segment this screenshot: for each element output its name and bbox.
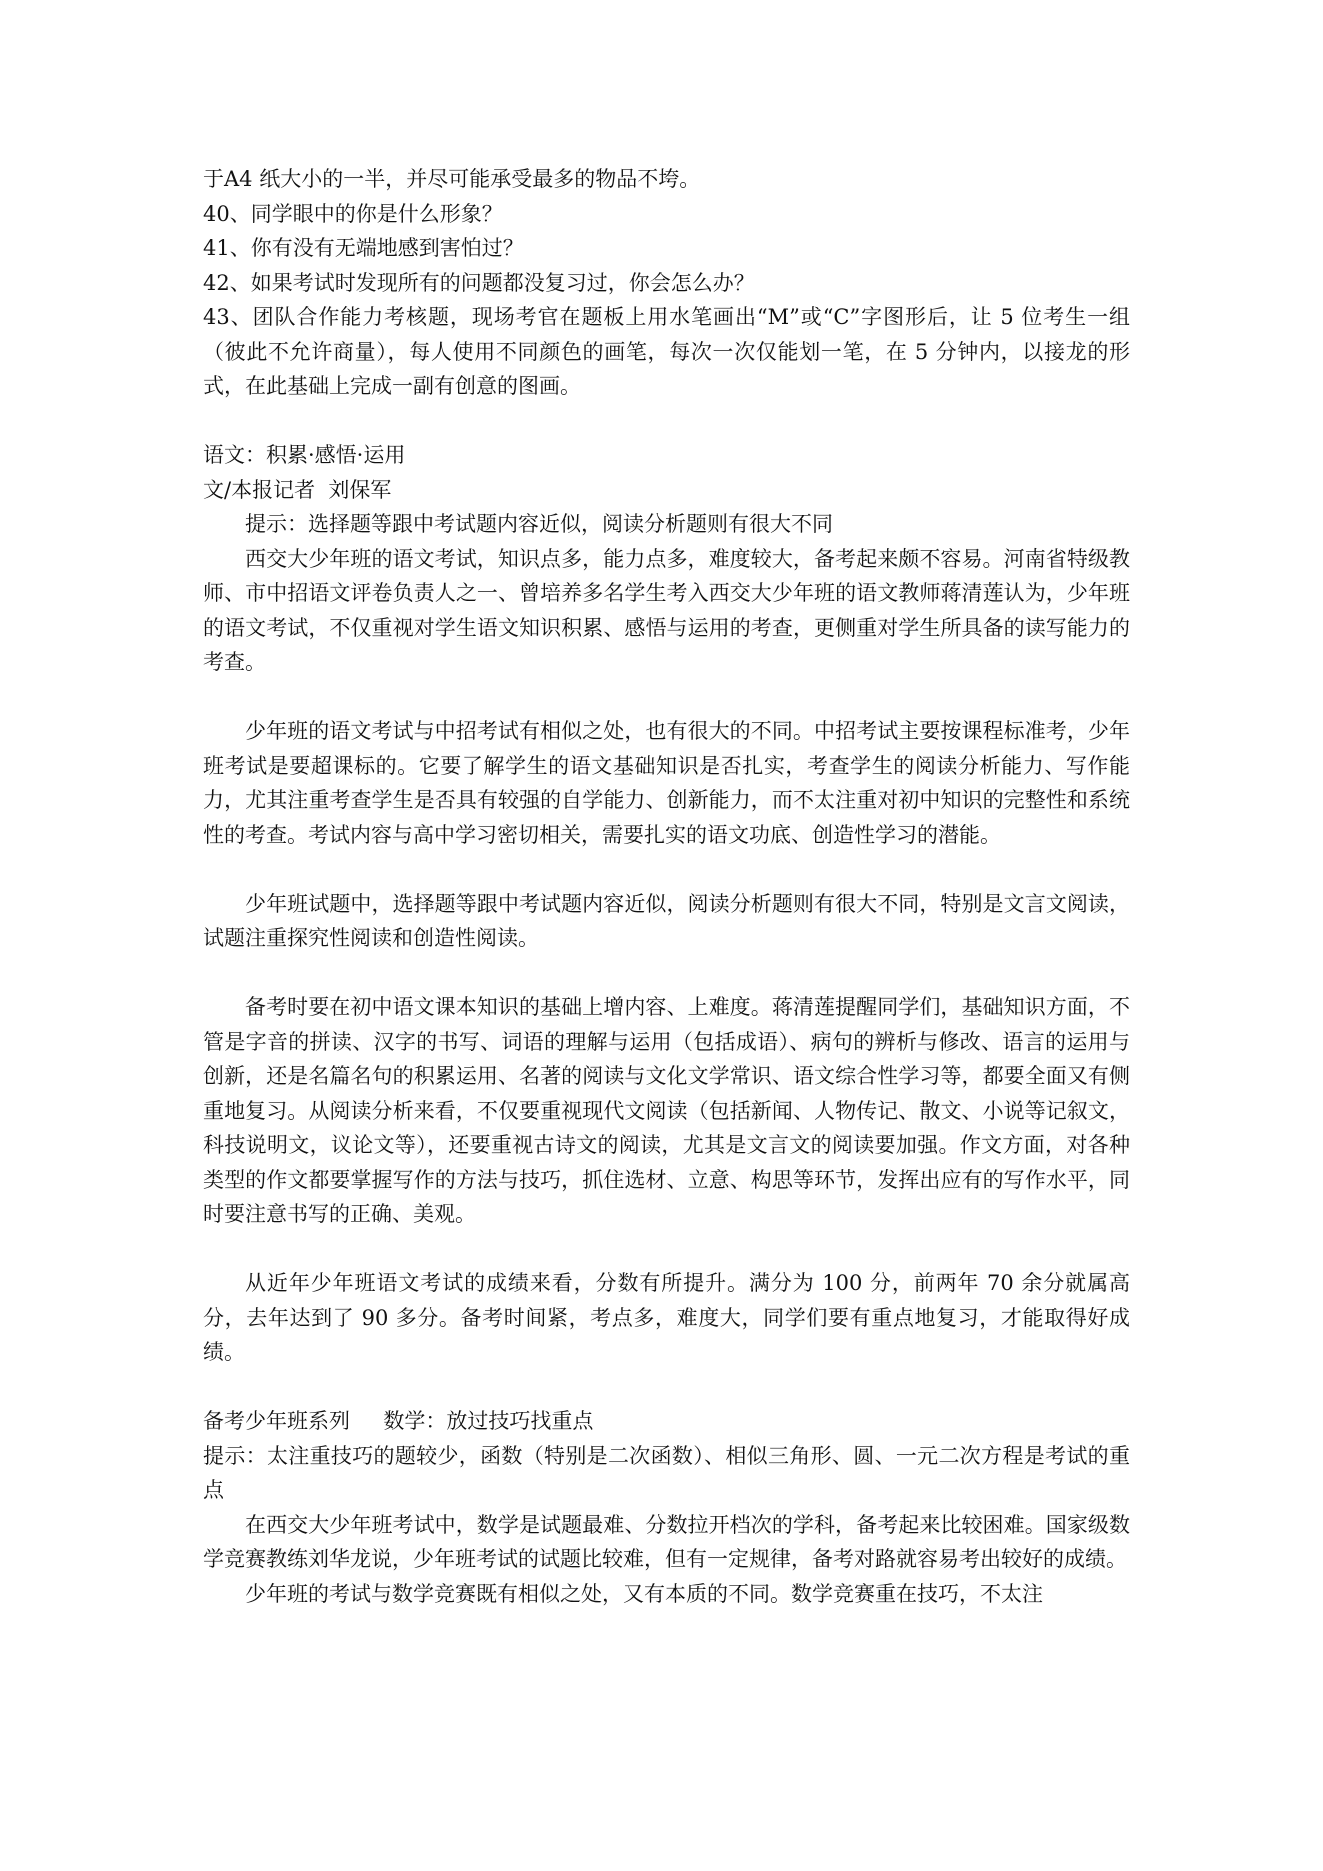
chinese-paragraph-4: 备考时要在初中语文课本知识的基础上增内容、上难度。蒋清莲提醒同学们，基础知识方面，不管是字音的拼读、汉字的书写、词语的理解与运用（包括成语）、病句的辨析与修改、语言的运用与创新，还是名篇名句的积累运用、名著的阅读与文化文学常识、语文综合性学习等，都要全面又有侧重地复习。从阅读分析来看，不仅要重视现代文阅读（包括新闻、人物传记、散文、小说等记叙文，科技说明文，议论文等），还要重视古诗文的阅读，尤其是文言文的阅读要加强。作文方面，对各种类型的作文都要掌握写作的方法与技巧，抓住选材、立意、构思等环节，发挥出应有的写作水平，同时要注意书写的正确、美观。 [203,995,1130,1226]
chinese-paragraph-3: 少年班试题中，选择题等跟中考试题内容近似，阅读分析题则有很大不同，特别是文言文阅读，试题注重探究性阅读和创造性阅读。 [203,891,1130,950]
chinese-paragraph-5: 从近年少年班语文考试的成绩来看，分数有所提升。满分为 100 分，前两年 70 余分就属高分，去年达到了 90 多分。备考时间紧，考点多，难度大，同学们要有重点地复习，才能取得好成绩。 [203,1271,1130,1364]
spacer [203,1232,1130,1267]
spacer [203,852,1130,887]
chinese-paragraph-1: 西交大少年班的语文考试，知识点多，能力点多，难度较大，备考起来颇不容易。河南省特级教师、市中招语文评卷负责人之一、曾培养多名学生考入西交大少年班的语文教师蒋清莲认为，少年班的语文考试，不仅重视对学生语文知识积累、感悟与运用的考查，更侧重对学生所具备的读写能力的考查。 [203,546,1130,674]
spacer [203,404,1130,439]
question-42: 42、如果考试时发现所有的问题都没复习过，你会怎么办？ [203,270,755,295]
chinese-paragraph-2: 少年班的语文考试与中招考试有相似之处，也有很大的不同。中招考试主要按课程标准考，少年班考试是要超课标的。它要了解学生的语文基础知识是否扎实，考查学生的阅读分析能力、写作能力，尤其注重考查学生是否具有较强的自学能力、创新能力，而不太注重对初中知识的完整性和系统性的考查。考试内容与高中学习密切相关，需要扎实的语文功底、创造性学习的潜能。 [203,719,1130,847]
spacer [203,956,1130,991]
math-paragraph-2: 少年班的考试与数学竞赛既有相似之处，又有本质的不同。数学竞赛重在技巧，不太注 [245,1581,1043,1606]
chinese-tip: 提示：选择题等跟中考试题内容近似，阅读分析题则有很大不同 [245,512,833,536]
spacer [203,680,1130,715]
question-41: 41、你有没有无端地感到害怕过？ [203,236,524,260]
math-paragraph-1: 在西交大少年班考试中，数学是试题最难、分数拉开档次的学科，备考起来比较困难。国家级数学竞赛教练刘华龙说，少年班考试的试题比较难，但有一定规律，备考对路就容易考出较好的成绩。 [203,1512,1130,1571]
chinese-author: 文/本报记者 刘保军 [203,477,392,502]
question-43: 43、团队合作能力考核题，现场考官在题板上用水笔画出“M”或“C”字图形后，让 5 位考生一组（彼此不允许商量），每人使用不同颜色的画笔，每次一次仅能划一笔，在 5 分钟内，以接龙的形式，在此基础上完成一副有创意的图画。 [203,305,1130,398]
document-page [203,162,1130,1611]
chinese-section-title: 语文：积累·感悟·运用 [203,443,406,467]
question-40: 40、同学眼中的你是什么形象？ [203,201,503,226]
math-tip: 提示：太注重技巧的题较少，函数（特别是二次函数）、相似三角形、圆、一元二次方程是考试的重点 [203,1443,1130,1502]
math-section-title: 备考少年班系列 数学：放过技巧找重点 [203,1409,594,1433]
spacer [203,1370,1130,1405]
text-line-a4-paper: 于A4 纸大小的一半，并尽可能承受最多的物品不垮。 [203,167,701,191]
